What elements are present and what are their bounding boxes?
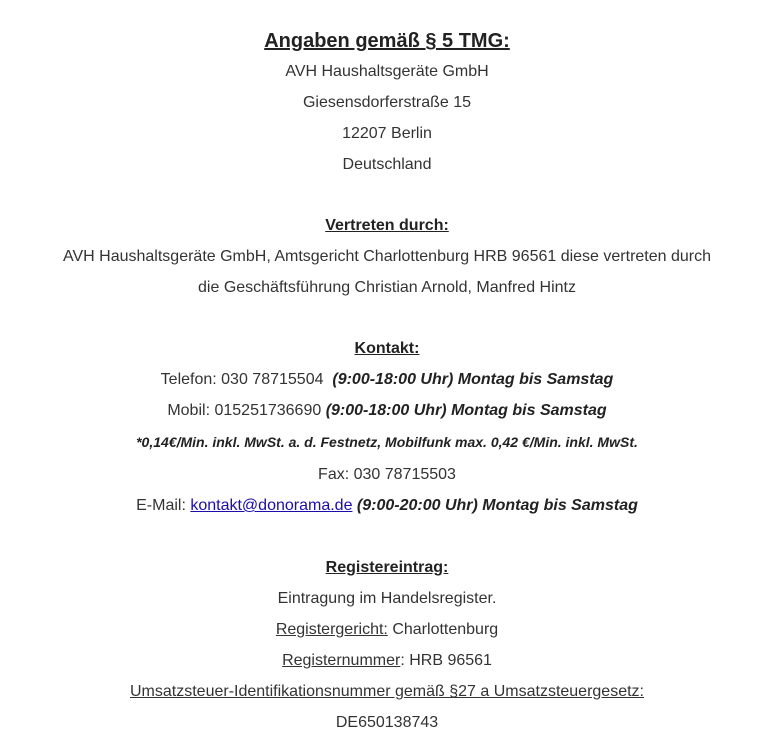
represented-line-1: AVH Haushaltsgeräte GmbH, Amtsgericht Charlottenburg HRB 96561 diese vertreten durch — [62, 248, 712, 265]
phone-hours: (9:00-18:00 Uhr) Montag bis Samstag — [332, 371, 614, 388]
register-court-label: Registergericht: — [275, 621, 388, 638]
mobile-row — [0, 401, 774, 421]
register-court-value: Charlottenburg — [392, 621, 499, 638]
register-number-row — [0, 651, 774, 671]
email-label: E-Mail: — [136, 497, 186, 514]
register-entry: Eintragung im Handelsregister. — [277, 590, 497, 607]
phone-label: Telefon: 030 78715504 — [160, 371, 324, 388]
fax-line: Fax: 030 78715503 — [318, 466, 456, 483]
mobile-hours: (9:00-18:00 Uhr) Montag bis Samstag — [325, 402, 607, 419]
street-address: Giesensdorferstraße 15 — [302, 94, 472, 111]
register-heading: Registereintrag: — [325, 559, 449, 576]
country: Deutschland — [342, 156, 432, 173]
email-link[interactable]: kontakt@donorama.de — [190, 497, 353, 514]
phone-row — [0, 370, 774, 390]
vat-value: DE650138743 — [335, 714, 439, 731]
register-court-row — [0, 620, 774, 640]
represented-line-2: die Geschäftsführung Christian Arnold, Manfred Hintz — [198, 279, 576, 296]
mobile-number: 015251736690 — [214, 402, 322, 419]
vat-label: Umsatzsteuer-Identifikationsnummer gemäß §27 a Umsatzsteuergesetz: — [130, 683, 644, 700]
email-row — [0, 496, 774, 516]
cost-note: *0,14€/Min. inkl. MwSt. a. d. Festnetz, Mobilfunk max. 0,42 €/Min. inkl. MwSt. — [136, 434, 638, 450]
city: 12207 Berlin — [342, 125, 432, 142]
email-hours: (9:00-20:00 Uhr) Montag bis Samstag — [356, 497, 638, 514]
register-number-value: : HRB 96561 — [400, 652, 492, 669]
company-name: AVH Haushaltsgeräte GmbH — [285, 63, 489, 80]
tmg-heading: Angaben gemäß § 5 TMG: — [264, 30, 510, 52]
represented-heading: Vertreten durch: — [325, 217, 449, 234]
contact-heading: Kontakt: — [354, 340, 420, 357]
mobile-label: Mobil: — [167, 402, 211, 419]
register-number-label: Registernummer — [282, 652, 401, 669]
